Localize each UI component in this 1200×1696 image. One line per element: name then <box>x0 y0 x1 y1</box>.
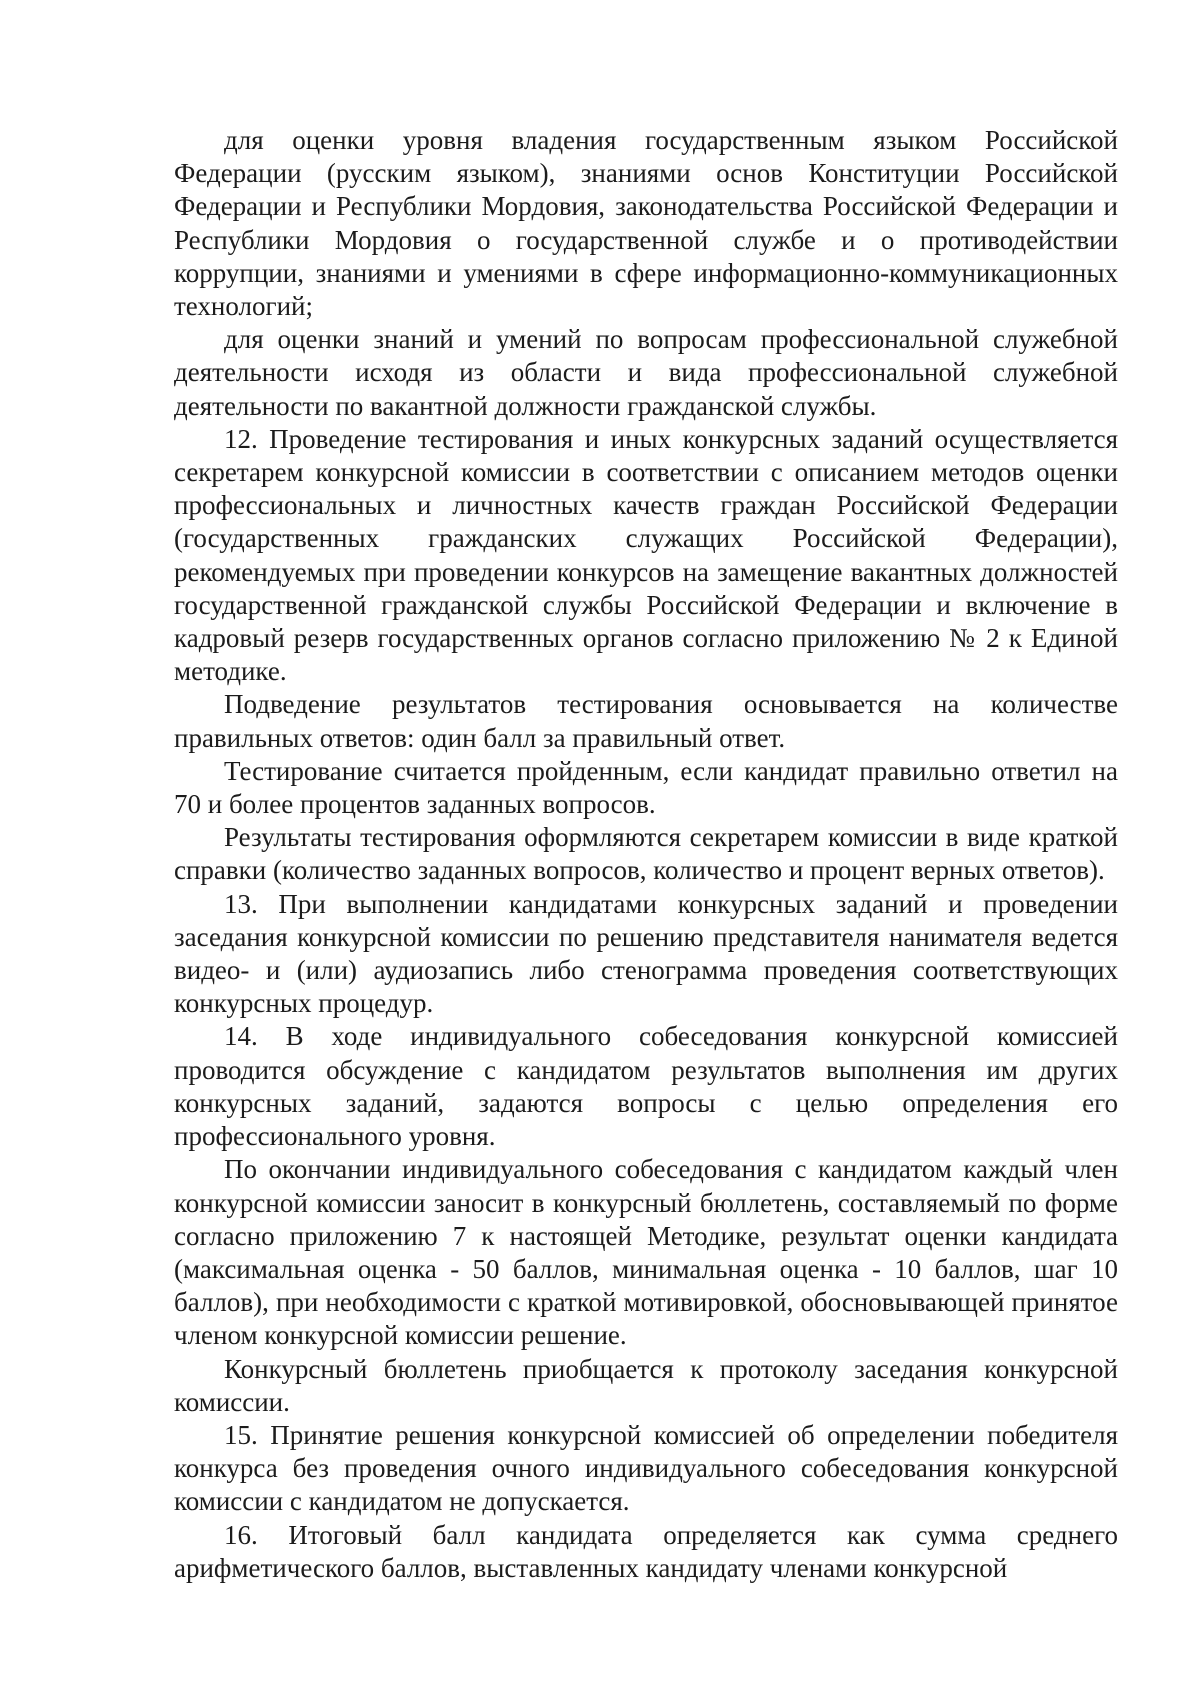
paragraph-ballot-attached: Конкурсный бюллетень приобщается к протоколу заседания конкурсной комиссии. <box>174 1353 1118 1417</box>
paragraph-test-passed: Тестирование считается пройденным, если кандидат правильно ответил на 70 и более процентов заданных вопросов. <box>174 755 1118 820</box>
paragraph-clause-16: 16. Итоговый балл кандидата определяется как сумма среднего арифметического баллов, выставленных кандидату членами конкурсной <box>174 1519 1118 1583</box>
paragraph-clause-13: 13. При выполнении кандидатами конкурсных заданий и проведении заседания конкурсной комиссии по решению представителя нанимателя ведется видео- и (или) аудиозапись либо стенограмма проведения соответствующих конкурсных процедур. <box>174 888 1118 1019</box>
paragraph-language-assessment: для оценки уровня владения государственным языком Российской Федерации (русским языком), знаниями основ Конституции Российской Федерации и Республики Мордовия, законодательства Российской Федерации и Республики Мордовия о государственной службе и о противодействии коррупции, знаниями и умениями в сфере информационно-коммуникационных технологий; <box>174 125 1118 322</box>
paragraph-clause-15: 15. Принятие решения конкурсной комиссией об определении победителя конкурса без проведения очного индивидуального собеседования конкурсной комиссии с кандидатом не допускается. <box>174 1419 1118 1517</box>
paragraph-test-results-report: Результаты тестирования оформляются секретарем комиссии в виде краткой справки (количество заданных вопросов, количество и процент верных ответов). <box>174 822 1118 886</box>
paragraph-ballot-scoring: По окончании индивидуального собеседования с кандидатом каждый член конкурсной комиссии заносит в конкурсный бюллетень, составляемый по форме согласно приложению 7 к настоящей Методике, результат оценки кандидата (максимальная оценка - 50 баллов, минимальная оценка - 10 баллов, шаг 10 баллов), при необходимости с краткой мотивировкой, обосновывающей принятое членом конкурсной комиссии решение. <box>174 1154 1118 1351</box>
paragraph-clause-14: 14. В ходе индивидуального собеседования конкурсной комиссией проводится обсуждение с кандидатом результатов выполнения им других конкурсных заданий, задаются вопросы с целью определения его профессионального уровня. <box>174 1021 1118 1152</box>
paragraph-test-results-basis: Подведение результатов тестирования основывается на количестве правильных ответов: один балл за правильный ответ. <box>174 689 1118 753</box>
paragraph-clause-12: 12. Проведение тестирования и иных конкурсных заданий осуществляется секретарем конкурсной комиссии в соответствии с описанием методов оценки профессиональных и личностных качеств граждан Российской Федерации (государственных гражданских служащих Российской Федерации), рекомендуемых при проведении конкурсов на замещение вакантных должностей государственной гражданской службы Российской Федерации и включение в кадровый резерв государственных органов согласно приложению № 2 к Единой методике. <box>174 423 1118 687</box>
document-body <box>174 124 1118 1585</box>
paragraph-professional-assessment: для оценки знаний и умений по вопросам профессиональной служебной деятельности исходя из области и вида профессиональной служебной деятельности по вакантной должности гражданской службы. <box>174 324 1118 421</box>
